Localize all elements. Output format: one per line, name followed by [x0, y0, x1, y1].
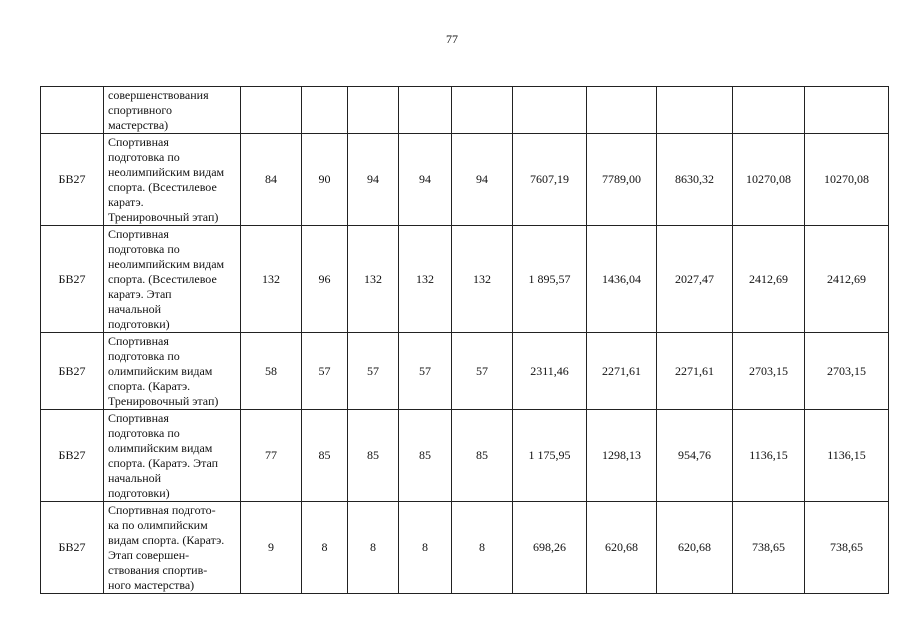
value-cell: 8 [302, 502, 348, 594]
table-row [41, 87, 889, 134]
value-cell: 738,65 [805, 502, 889, 594]
value-cell [513, 87, 587, 134]
value-cell: 57 [302, 333, 348, 410]
row-name-line: ствования спортив- [108, 563, 208, 577]
row-name-line: подготовки) [108, 317, 170, 331]
value-cell: 8 [399, 502, 452, 594]
value-cell: 8630,32 [657, 134, 733, 226]
row-name-line: ка по олимпийским [108, 518, 208, 532]
value-cell: 132 [399, 226, 452, 333]
value-cell [452, 87, 513, 134]
row-name-line: Спортивная [108, 227, 169, 241]
value-cell: 738,65 [733, 502, 805, 594]
value-cell: 9 [241, 502, 302, 594]
value-cell: 1 895,57 [513, 226, 587, 333]
row-code: БВ27 [41, 410, 104, 502]
value-cell: 2311,46 [513, 333, 587, 410]
row-name-line: спорта. (Всестилевое [108, 272, 217, 286]
value-cell [241, 87, 302, 134]
value-cell: 132 [348, 226, 399, 333]
row-code: БВ27 [41, 502, 104, 594]
value-cell: 84 [241, 134, 302, 226]
value-cell: 2703,15 [733, 333, 805, 410]
value-cell: 90 [302, 134, 348, 226]
value-cell: 132 [241, 226, 302, 333]
row-code: БВ27 [41, 333, 104, 410]
row-name-line: подготовки) [108, 486, 170, 500]
value-cell: 1136,15 [805, 410, 889, 502]
row-name-line: Спортивная [108, 334, 169, 348]
value-cell: 7789,00 [587, 134, 657, 226]
row-name-line: ного мастерства) [108, 578, 195, 592]
row-name-line: неолимпийским видам [108, 257, 225, 271]
row-name-line: спортивного [108, 103, 172, 117]
row-name-line: олимпийским видам [108, 364, 213, 378]
row-name-line: совершенствования [108, 88, 209, 102]
value-cell: 2412,69 [733, 226, 805, 333]
value-cell [657, 87, 733, 134]
table-row [41, 333, 889, 410]
value-cell: 2271,61 [657, 333, 733, 410]
value-cell: 7607,19 [513, 134, 587, 226]
value-cell: 2027,47 [657, 226, 733, 333]
table-row [41, 410, 889, 502]
value-cell: 94 [348, 134, 399, 226]
row-name-line: спорта. (Каратэ. [108, 379, 191, 393]
value-cell: 954,76 [657, 410, 733, 502]
row-name-line: Тренировочный этап) [108, 210, 219, 224]
table-row [41, 226, 889, 333]
row-name-line: Тренировочный этап) [108, 394, 219, 408]
value-cell: 2703,15 [805, 333, 889, 410]
row-name [104, 502, 241, 594]
value-cell: 620,68 [587, 502, 657, 594]
row-name-line: подготовка по [108, 242, 180, 256]
value-cell [733, 87, 805, 134]
row-name-line: олимпийским видам [108, 441, 213, 455]
row-name-line: Спортивная [108, 135, 169, 149]
value-cell: 620,68 [657, 502, 733, 594]
row-name-line: начальной [108, 471, 162, 485]
row-code: БВ27 [41, 226, 104, 333]
page-number: 77 [446, 32, 458, 46]
row-name [104, 134, 241, 226]
value-cell: 10270,08 [805, 134, 889, 226]
value-cell: 132 [452, 226, 513, 333]
table-row [41, 134, 889, 226]
value-cell: 57 [348, 333, 399, 410]
row-name-line: неолимпийским видам [108, 165, 225, 179]
value-cell: 57 [399, 333, 452, 410]
row-name-line: мастерства) [108, 118, 169, 132]
value-cell: 85 [452, 410, 513, 502]
row-name-line: каратэ. [108, 195, 144, 209]
value-cell: 2271,61 [587, 333, 657, 410]
value-cell [587, 87, 657, 134]
row-name-line: начальной [108, 302, 162, 316]
value-cell [348, 87, 399, 134]
value-cell: 77 [241, 410, 302, 502]
value-cell: 96 [302, 226, 348, 333]
value-cell: 94 [399, 134, 452, 226]
row-code [41, 87, 104, 134]
value-cell: 698,26 [513, 502, 587, 594]
row-name-line: спорта. (Каратэ. Этап [108, 456, 219, 470]
value-cell: 1 175,95 [513, 410, 587, 502]
row-code: БВ27 [41, 134, 104, 226]
row-name-line: спорта. (Всестилевое [108, 180, 217, 194]
value-cell: 58 [241, 333, 302, 410]
value-cell: 1436,04 [587, 226, 657, 333]
value-cell: 8 [452, 502, 513, 594]
row-name [104, 410, 241, 502]
value-cell: 85 [302, 410, 348, 502]
row-name-line: видам спорта. (Каратэ. [108, 533, 225, 547]
value-cell: 2412,69 [805, 226, 889, 333]
row-name-line: Спортивная подгото- [108, 503, 216, 517]
value-cell: 1136,15 [733, 410, 805, 502]
value-cell: 10270,08 [733, 134, 805, 226]
row-name-line: каратэ. Этап [108, 287, 172, 301]
row-name-line: Этап совершен- [108, 548, 190, 562]
table-row [41, 502, 889, 594]
row-name [104, 333, 241, 410]
value-cell [805, 87, 889, 134]
value-cell: 57 [452, 333, 513, 410]
value-cell: 85 [348, 410, 399, 502]
value-cell: 85 [399, 410, 452, 502]
row-name [104, 87, 241, 134]
value-cell: 1298,13 [587, 410, 657, 502]
value-cell: 94 [452, 134, 513, 226]
row-name-line: подготовка по [108, 426, 180, 440]
row-name [104, 226, 241, 333]
row-name-line: подготовка по [108, 349, 180, 363]
data-table [40, 86, 889, 594]
value-cell [399, 87, 452, 134]
value-cell [302, 87, 348, 134]
row-name-line: подготовка по [108, 150, 180, 164]
value-cell: 8 [348, 502, 399, 594]
table-body [41, 87, 889, 594]
row-name-line: Спортивная [108, 411, 169, 425]
